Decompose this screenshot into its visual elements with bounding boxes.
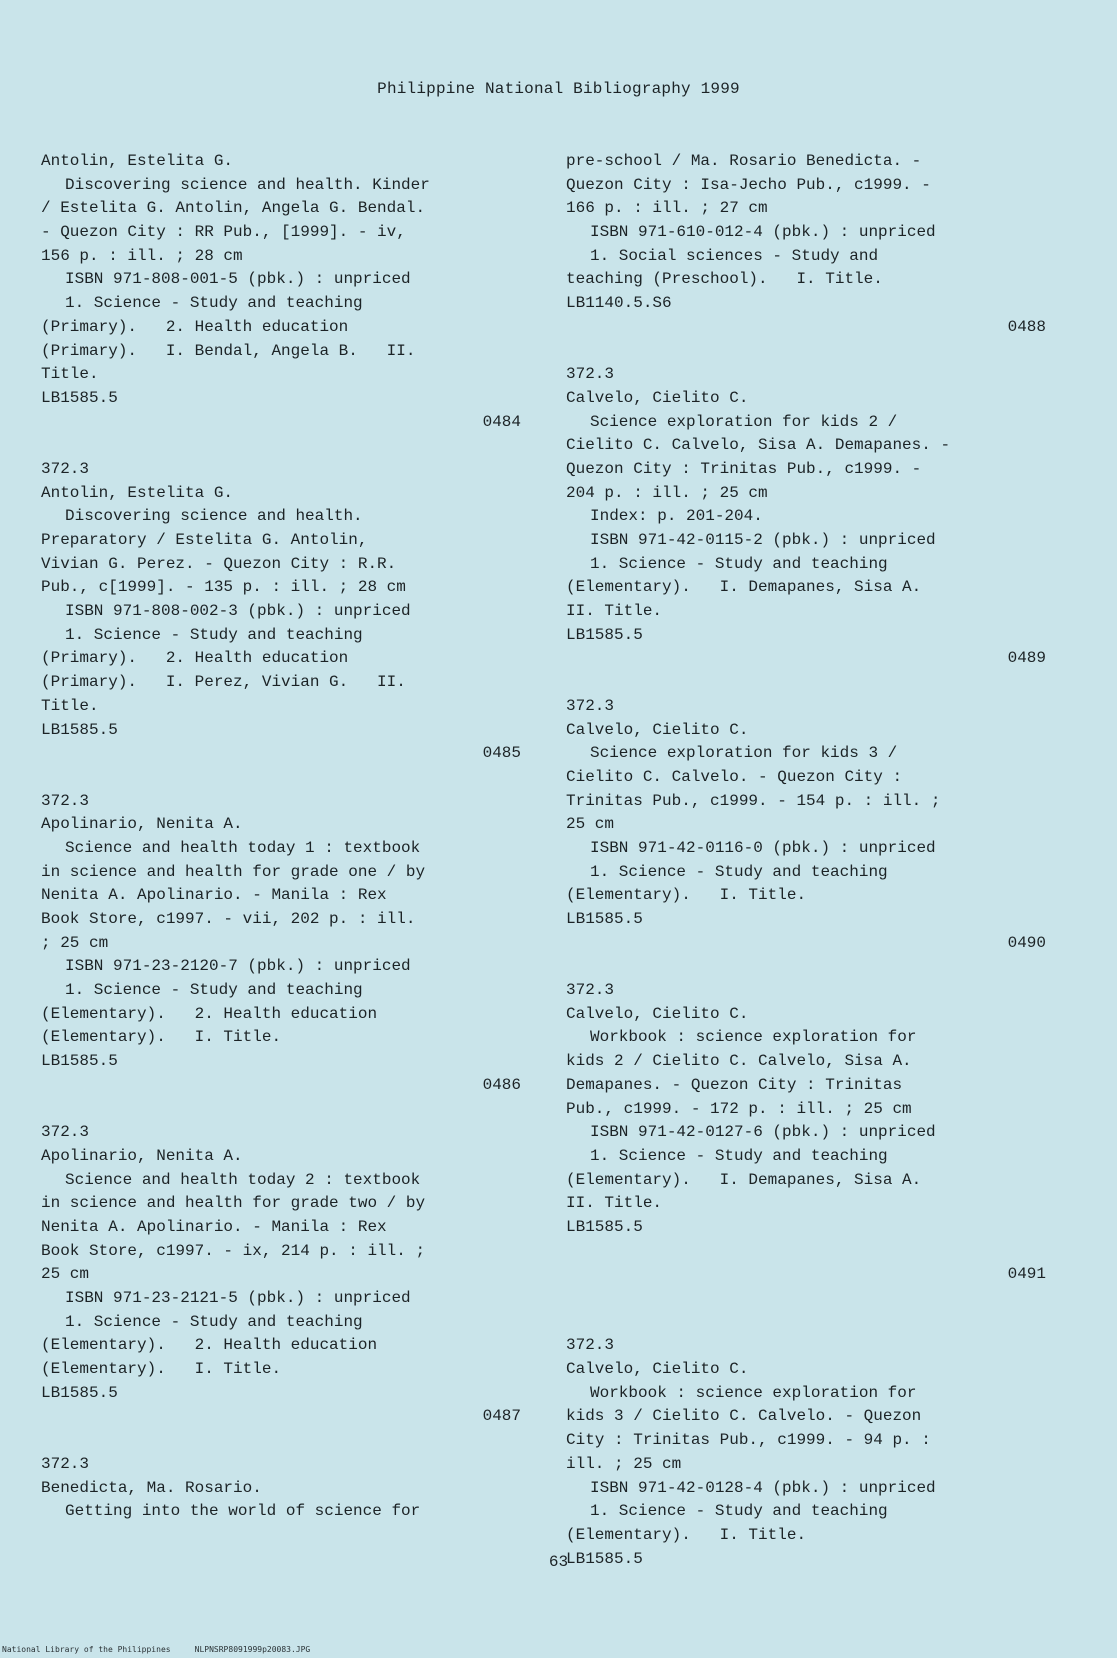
entry-line: Getting into the world of science for <box>65 1502 421 1521</box>
entry-line: kids 2 / Cielito C. Calvelo, Sisa A. <box>566 1052 912 1071</box>
entry-line: Book Store, c1997. - ix, 214 p. : ill. ; <box>41 1241 426 1260</box>
entry-line: LB1585.5 <box>566 1549 643 1568</box>
entry-line: LB1585.5 <box>566 1217 643 1236</box>
entry-line: Discovering science and health. Kinder <box>65 175 430 194</box>
entry-line: / Estelita G. Antolin, Angela G. Bendal. <box>41 199 426 218</box>
entry-number: 0487 <box>482 1407 521 1426</box>
entry-line: LB1585.5 <box>41 1383 118 1402</box>
entry-line: (Primary). 2. Health education <box>41 317 349 336</box>
entry-line: Demapanes. - Quezon City : Trinitas <box>566 1075 903 1094</box>
entry-spacer <box>566 955 1046 979</box>
entry-line: 1. Science - Study and teaching <box>65 625 363 644</box>
entry-line: (Primary). I. Perez, Vivian G. II. <box>41 673 406 692</box>
entry-line: ISBN 971-23-2120-7 (pbk.) : unpriced <box>65 957 411 976</box>
entry-line: (Elementary). I. Title. <box>566 1525 807 1544</box>
entry-line: 372.3 <box>566 981 615 1000</box>
entry-line: Pub., c[1999]. - 135 p. : ill. ; 28 cm <box>41 578 406 597</box>
entry-line: 156 p. : ill. ; 28 cm <box>41 246 243 265</box>
entry-line: 372.3 <box>41 1123 90 1142</box>
entry-line: Quezon City : Trinitas Pub., c1999. - <box>566 459 922 478</box>
entry-number: 0491 <box>1007 1265 1046 1284</box>
entry-spacer <box>566 1311 1046 1335</box>
entry-spacer <box>41 1098 521 1122</box>
entry-spacer <box>566 1240 1046 1264</box>
entry-line: (Elementary). I. Demapanes, Sisa A. <box>566 578 922 597</box>
entry-line: II. Title. <box>566 602 663 621</box>
entry-line: kids 3 / Cielito C. Calvelo. - Quezon <box>566 1407 922 1426</box>
entry-line: in science and health for grade one / by <box>41 862 426 881</box>
entry-line: ISBN 971-23-2121-5 (pbk.) : unpriced <box>65 1289 411 1307</box>
entry-number: 0490 <box>1007 933 1046 952</box>
entry-number: 0488 <box>1007 317 1046 336</box>
entry-line: ISBN 971-610-012-4 (pbk.) : unpriced <box>590 223 936 242</box>
entry-spacer <box>41 1429 521 1453</box>
entry-line: LB1585.5 <box>41 1052 118 1071</box>
entry-line: Cielito C. Calvelo, Sisa A. Demapanes. - <box>566 436 951 455</box>
entry-line: Trinitas Pub., c1999. - 154 p. : ill. ; <box>566 791 941 810</box>
entry-spacer <box>566 1287 1046 1311</box>
entry-line: Discovering science and health. <box>65 507 363 526</box>
entry-spacer <box>566 340 1046 364</box>
entry-line: Antolin, Estelita G. <box>41 152 234 170</box>
entry-line: 25 cm <box>41 1265 90 1284</box>
entry-line: ISBN 971-808-002-3 (pbk.) : unpriced <box>65 602 411 621</box>
entry-line: 372.3 <box>41 791 90 810</box>
entry-line: Antolin, Estelita G. <box>41 483 234 502</box>
entry-line: Preparatory / Estelita G. Antolin, <box>41 531 368 549</box>
entry-line: 372.3 <box>566 1336 615 1355</box>
entry-line: ISBN 971-808-001-5 (pbk.) : unpriced <box>65 270 411 289</box>
right-column <box>566 150 1046 1571</box>
entry-line: Nenita A. Apolinario. - Manila : Rex <box>41 1217 387 1236</box>
entry-line: Calvelo, Cielito C. <box>566 1004 749 1023</box>
entry-line: ill. ; 25 cm <box>566 1454 682 1473</box>
entry-number: 0486 <box>482 1075 521 1094</box>
entry-line: 1. Science - Study and teaching <box>590 1146 888 1165</box>
entry-line: 1. Science - Study and teaching <box>65 981 363 1000</box>
entry-line: Vivian G. Perez. - Quezon City : R.R. <box>41 554 397 573</box>
entry-line: Science and health today 2 : textbook <box>65 1170 421 1189</box>
entry-line: 372.3 <box>566 696 615 715</box>
entry-line: Title. <box>41 365 99 384</box>
entry-line: Calvelo, Cielito C. <box>566 1360 749 1379</box>
entry-line: 372.3 <box>566 365 615 384</box>
entry-line: II. Title. <box>566 1194 663 1213</box>
entry-line: Workbook : science exploration for <box>590 1028 917 1047</box>
entry-line: 204 p. : ill. ; 25 cm <box>566 483 768 502</box>
entry-line: ISBN 971-42-0116-0 (pbk.) : unpriced <box>590 838 936 857</box>
page-number: 63 <box>548 1553 569 1571</box>
scan-footer: National Library of the Philippines NLPNSRP8091999p20083.JPG <box>2 1645 311 1654</box>
entry-line: - Quezon City : RR Pub., [1999]. - iv, <box>41 223 406 242</box>
entry-line: LB1585.5 <box>566 625 643 644</box>
entry-line: in science and health for grade two / by <box>41 1194 426 1213</box>
entry-number: 0489 <box>1007 649 1046 668</box>
entry-spacer <box>41 766 521 790</box>
entry-number: 0485 <box>482 744 521 763</box>
entry-line: Quezon City : Isa-Jecho Pub., c1999. - <box>566 175 931 194</box>
entry-line: Apolinario, Nenita A. <box>41 1146 243 1165</box>
entry-line: Pub., c1999. - 172 p. : ill. ; 25 cm <box>566 1099 912 1118</box>
entry-line: 25 cm <box>566 815 615 834</box>
entry-line: (Elementary). I. Title. <box>41 1360 282 1379</box>
entry-line: Nenita A. Apolinario. - Manila : Rex <box>41 886 387 905</box>
entry-line: Title. <box>41 696 99 715</box>
entry-line: Benedicta, Ma. Rosario. <box>41 1478 262 1497</box>
entry-line: Book Store, c1997. - vii, 202 p. : ill. <box>41 910 416 928</box>
entry-line: 1. Science - Study and teaching <box>65 294 363 313</box>
left-column <box>41 150 521 1524</box>
entry-line: ; 25 cm <box>41 933 109 952</box>
entry-line: City : Trinitas Pub., c1999. - 94 p. : <box>566 1431 931 1450</box>
entry-line: (Primary). I. Bendal, Angela B. II. <box>41 341 416 360</box>
entry-line: teaching (Preschool). I. Title. <box>566 270 883 289</box>
entry-line: 1. Science - Study and teaching <box>590 862 888 881</box>
entry-line: ISBN 971-42-0115-2 (pbk.) : unpriced <box>590 531 936 549</box>
entry-number: 0484 <box>482 412 521 431</box>
entry-line: 1. Social sciences - Study and <box>590 246 879 265</box>
entry-line: LB1585.5 <box>41 720 118 739</box>
entry-line: Science exploration for kids 3 / <box>590 744 898 763</box>
entry-line: 372.3 <box>41 1454 90 1473</box>
entry-line: (Elementary). 2. Health education <box>41 1336 378 1355</box>
entry-line: Calvelo, Cielito C. <box>566 720 749 739</box>
entry-line: Science exploration for kids 2 / <box>590 412 898 431</box>
entry-line: Apolinario, Nenita A. <box>41 815 243 834</box>
entry-line: Cielito C. Calvelo. - Quezon City : <box>566 767 903 786</box>
entry-spacer <box>41 434 521 458</box>
entry-line: 1. Science - Study and teaching <box>65 1312 363 1331</box>
entry-line: 1. Science - Study and teaching <box>590 1502 888 1521</box>
entry-line: Workbook : science exploration for <box>590 1383 917 1402</box>
page-title: Philippine National Bibliography 1999 <box>377 80 740 98</box>
entry-line: (Primary). 2. Health education <box>41 649 349 668</box>
entry-line: (Elementary). I. Demapanes, Sisa A. <box>566 1170 922 1189</box>
entry-line: pre-school / Ma. Rosario Benedicta. - <box>566 152 922 170</box>
entry-line: Calvelo, Cielito C. <box>566 388 749 407</box>
entry-line: 372.3 <box>41 459 90 478</box>
entry-line: ISBN 971-42-0128-4 (pbk.) : unpriced <box>590 1478 936 1497</box>
entry-line: LB1585.5 <box>41 388 118 407</box>
entry-line: LB1585.5 <box>566 910 643 928</box>
entry-spacer <box>566 671 1046 695</box>
entry-line: Index: p. 201-204. <box>590 507 763 526</box>
entry-line: (Elementary). I. Title. <box>566 886 807 905</box>
entry-line: (Elementary). 2. Health education <box>41 1004 378 1023</box>
entry-line: 1. Science - Study and teaching <box>590 554 888 573</box>
entry-line: ISBN 971-42-0127-6 (pbk.) : unpriced <box>590 1123 936 1142</box>
entry-line: Science and health today 1 : textbook <box>65 838 421 857</box>
entry-line: LB1140.5.S6 <box>566 294 672 313</box>
entry-line: (Elementary). I. Title. <box>41 1028 282 1047</box>
entry-line: 166 p. : ill. ; 27 cm <box>566 199 768 218</box>
